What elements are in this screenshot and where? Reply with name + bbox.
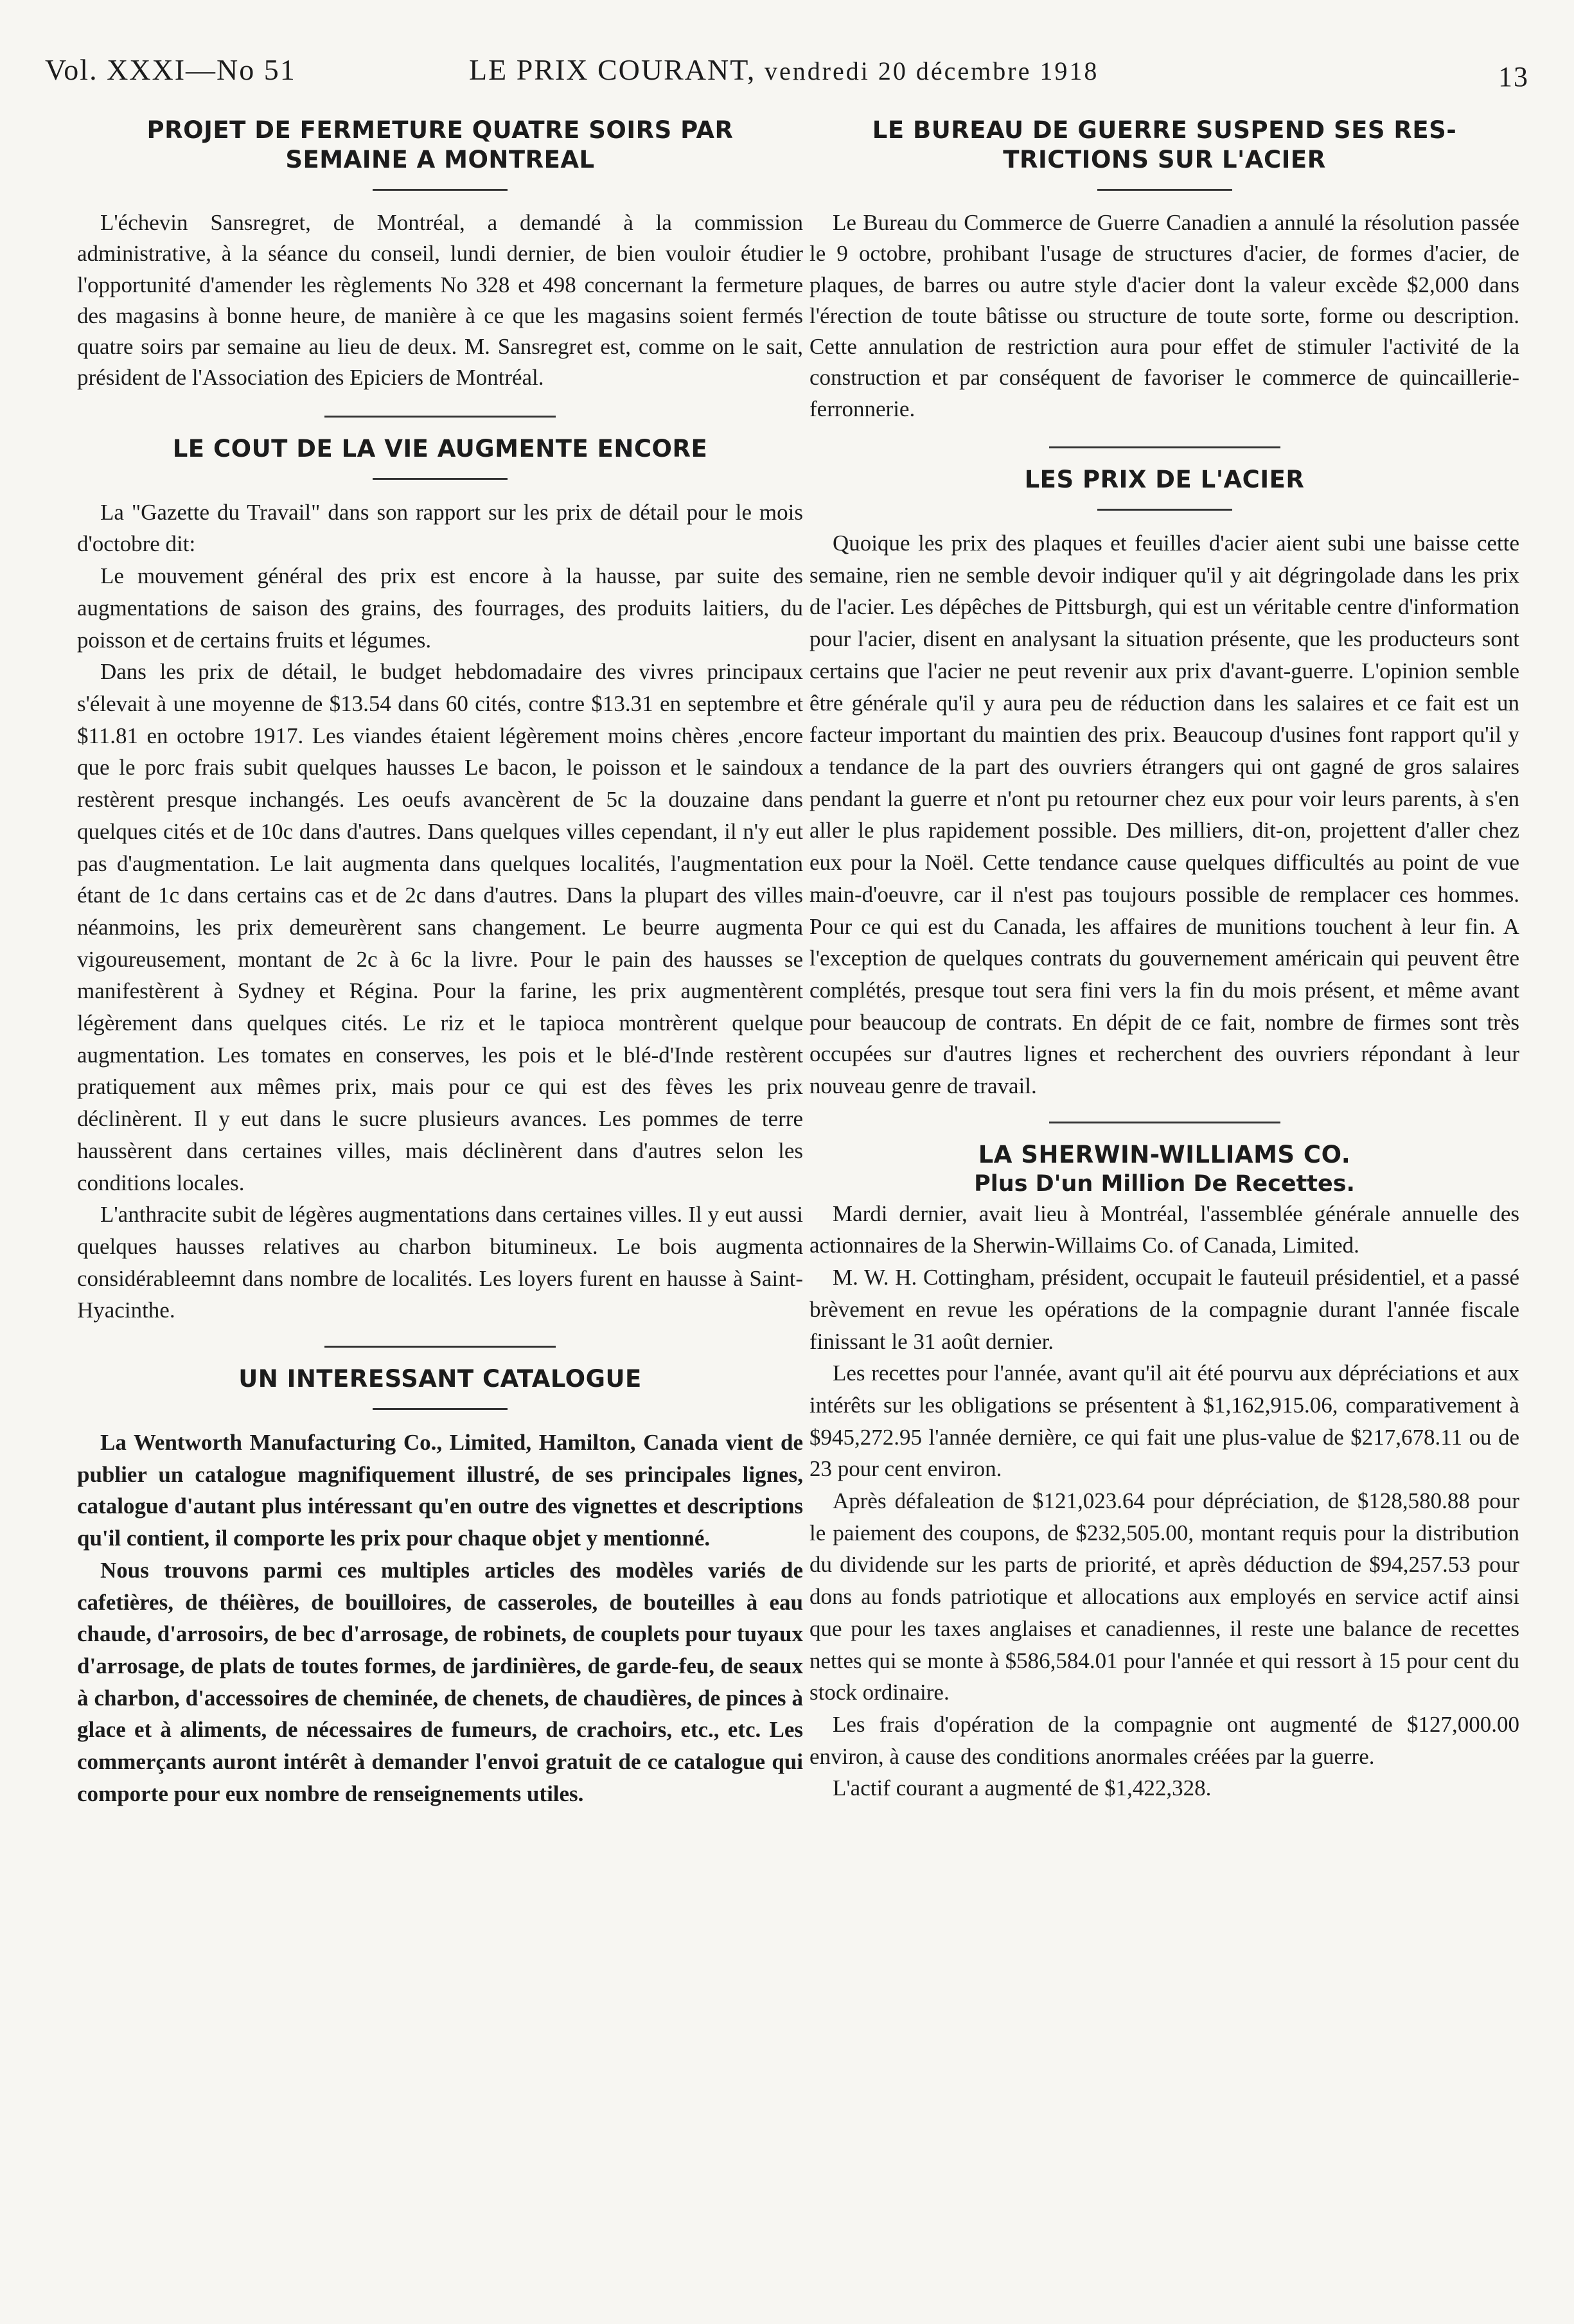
divider <box>373 478 508 480</box>
paragraph: Nous trouvons parmi ces multiples articles des modèles variés de cafetières, de théières, de bouilloires, de casseroles, de bouteilles à eau chaude, d'arrosoirs, de bec d'arrosage, de robinets, de couplets pour tuyaux d'arrosage, de plats de toutes formes, de jardinières, de garde-feu, de seaux à charbon, d'accessoires de cheminée, de chenets, de chaudières, de pinces à glace et à aliments, de nécessaires de fumeurs, de crachoirs, etc., etc. Les commerçants auront intérêt à demander l'envoi gratuit de ce catalogue qui comporte pour eux nombre de renseignements utiles. <box>77 1557 803 1806</box>
divider <box>373 1408 508 1410</box>
title-line: LE BUREAU DE GUERRE SUSPEND SES RES- <box>872 116 1457 144</box>
article-title: LE COUT DE LA VIE AUGMENTE ENCORE <box>172 434 708 462</box>
title-line: PROJET DE FERMETURE QUATRE SOIRS PAR <box>146 116 734 144</box>
article-cost-of-living <box>77 434 803 1326</box>
divider <box>373 189 508 191</box>
article-store-closing <box>77 116 803 394</box>
article-subtitle: Plus D'un Million De Recettes. <box>974 1170 1355 1197</box>
paragraph: Quoique les prix des plaques et feuilles d'acier aient subi une baisse cette semaine, rien ne semble devoir indiquer qu'il y ait dégringolade dans les prix de l'acier. Les dépêches de Pittsburgh, qui est un véritable centre d'information pour l'acier, disent en analysant la situation présente, que les producteurs sont certains que l'acier ne peut revenir aux prix d'avant-guerre. L'opinion semble être générale qu'il y aura peu de réduction dans les salaires et ce fait est un facteur important du maintien des prix. Beaucoup d'usines font rapport qu'il y a tendance de la part des ouvriers étrangers qui ont gagné de gros salaires pendant la guerre et n'ont pu retourner chez eux pour voir leurs parents, à s'en aller le plus rapidement possible. Des milliers, dit-on, projettent d'aller chez eux pour la Noël. Cette tendance cause quelques difficultés au point de vue main-d'oeuvre, car il n'est pas toujours possible de remplacer ces hommes. Pour ce qui est du Canada, les affaires de munitions touchent à leur fin. A l'exception de quelques contrats du gouvernement américain qui peuvent être complétés, presque tout sera fini vers la fin du mois présent, et même avant pour beaucoup de contrats. En dépit de ce fait, nombre de firmes sont très occupées sur d'autres lignes et recherchent des ouvriers répondant à leur nouveau genre de travail. <box>809 531 1519 1099</box>
title-line: SEMAINE A MONTREAL <box>285 146 595 173</box>
paragraph: Le Bureau du Commerce de Guerre Canadien a annulé la résolution passée le 9 octobre, prohibant l'usage de structures d'acier, de formes d'acier, de plaques, de barres ou autre style d'acier dont la valeur excède $2,000 dans l'érection de toute bâtisse ou structure de toute sorte, forme ou description. Cette annulation de restriction aura pour effet de stimuler l'activité de la construction et par conséquent de favoriser le commerce de quincaillerie-ferronnerie. <box>809 210 1519 421</box>
article-sherwin-williams <box>809 1140 1519 1804</box>
paragraph: Dans les prix de détail, le budget hebdomadaire des vivres principaux s'élevait à une moyenne de $13.54 dans 60 cités, contre $13.31 en septembre et $11.81 en octobre 1917. Les viandes étaient légèrement moins chères ,encore que le porc frais subit quelques hausses Le bacon, le poisson et le saindoux restèrent presque inchangés. Les oeufs avancèrent de 5c la douzaine dans quelques cités et de 10c dans d'autres. Dans quelques villes cependant, il n'y eut pas d'augmentation. Le lait augmenta dans quelques localités, l'augmentation étant de 1c dans certains cas et de 2c dans d'autres. Dans la plupart des villes néanmoins, les prix demeurèrent sans changement. Le beurre augmenta vigoureusement, montant de 2c à 6c la livre. Pour le pain des hausses se manifestèrent à Sydney et Régina. Pour la farine, les prix augmentèrent légèrement dans quelques cités. Le riz et le tapioca montrèrent quelque augmentation. Les tomates en conserves, les pois et le blé-d'Inde restèrent pratiquement aux mêmes prix, mais pour ce qui est des fèves les prix déclinèrent. Il y eut dans le sucre plusieurs avances. Les pommes de terre haussèrent dans certaines villes, mais déclinèrent dans d'autres selon les conditions locales. <box>77 659 803 1195</box>
running-header <box>45 39 1529 96</box>
paragraph: Le mouvement général des prix est encore à la hausse, par suite des augmentations de saison des grains, des fourrages, des produits laitiers, du poisson et de certains fruits et légumes. <box>77 563 803 653</box>
article-title <box>809 116 1519 175</box>
paragraph: La "Gazette du Travail" dans son rapport sur les prix de détail pour le mois d'octobre dit: <box>77 499 803 557</box>
publication-line <box>469 53 1099 87</box>
publication-title: LE PRIX COURANT, <box>469 53 756 86</box>
article-title: UN INTERESSANT CATALOGUE <box>238 1365 642 1393</box>
issue-date: vendredi 20 décembre 1918 <box>764 57 1099 85</box>
paragraph: La Wentworth Manufacturing Co., Limited, Hamilton, Canada vient de publier un catalogue magnifiquement illustré, de ses principales lignes, catalogue d'autant plus intéressant qu'en outre des vignettes et descriptions qu'il contient, il comporte les prix pour chaque objet y mentionné. <box>77 1430 803 1551</box>
paragraph: L'anthracite subit de légères augmentations dans certaines villes. Il y eut aussi quelques hausses relatives au charbon bitumineux. Le bois augmenta considérableemnt dans nombre de localités. Les loyers furent en hausse à Saint-Hyacinthe. <box>77 1202 803 1323</box>
article-title: LES PRIX DE L'ACIER <box>1024 466 1305 494</box>
article-title: LA SHERWIN-WILLIAMS CO. <box>978 1140 1351 1168</box>
paragraph: Après défaleation de $121,023.64 pour dépréciation, de $128,580.88 pour le paiement des coupons, de $232,505.00, montant requis pour la distribution du dividende sur les parts de priorité, et après déduction de $94,257.53 pour dons au fonds patriotique et allocations aux employés en service actif ainsi que pour les taxes anglaises et canadiennes, il reste une balance de recettes nettes qui se monte à $586,584.01 pour l'année et qui ressort à 15 pour cent du stock ordinaire. <box>809 1488 1519 1705</box>
paragraph: Mardi dernier, avait lieu à Montréal, l'assemblée générale annuelle des actionnaires de la Sherwin-Willaims Co. of Canada, Limited. <box>809 1201 1519 1258</box>
paragraph: Les frais d'opération de la compagnie ont augmenté de $127,000.00 environ, à cause des conditions anormales créées par la guerre. <box>809 1711 1519 1769</box>
title-line: TRICTIONS SUR L'ACIER <box>1003 146 1326 173</box>
divider <box>1097 189 1232 191</box>
paragraph: Les recettes pour l'année, avant qu'il ait été pourvu aux dépréciations et aux intérêts sur les obligations se présentent à $1,162,915.06, comparativement à $945,272.95 l'année dernière, ce qui fait une plus-value de $217,678.11 ou de 23 pour cent environ. <box>809 1360 1519 1482</box>
divider <box>1049 446 1280 448</box>
divider <box>324 416 556 418</box>
page-number: 13 <box>1498 61 1529 92</box>
right-column <box>809 116 1519 1804</box>
article-steel-prices <box>809 465 1519 1102</box>
divider <box>324 1346 556 1348</box>
paragraph: L'actif courant a augmenté de $1,422,328. <box>833 1775 1212 1801</box>
article-catalogue <box>77 1364 803 1809</box>
left-column <box>77 116 803 1810</box>
article-war-board-steel <box>809 116 1519 425</box>
paragraph: L'échevin Sansregret, de Montréal, a demandé à la commission administrative, à la séance du conseil, lundi dernier, de bien vouloir étudier l'opportunité d'amender les règlements No 328 et 498 concernant la fermeture des magasins à bonne heure, de manière à ce que les magasins soient fermés quatre soirs par semaine au lieu de deux. M. Sansregret est, comme on le sait, président de l'Association des Epiciers de Montréal. <box>77 210 803 391</box>
paragraph: M. W. H. Cottingham, président, occupait le fauteuil présidentiel, et a passé brèvement en revue les opérations de la compagnie durant l'année fiscale finissant le 31 août dernier. <box>809 1265 1519 1354</box>
divider <box>1049 1122 1280 1123</box>
divider <box>1097 509 1232 511</box>
article-title <box>77 116 803 175</box>
volume-number: Vol. XXXI—No 51 <box>45 53 296 86</box>
